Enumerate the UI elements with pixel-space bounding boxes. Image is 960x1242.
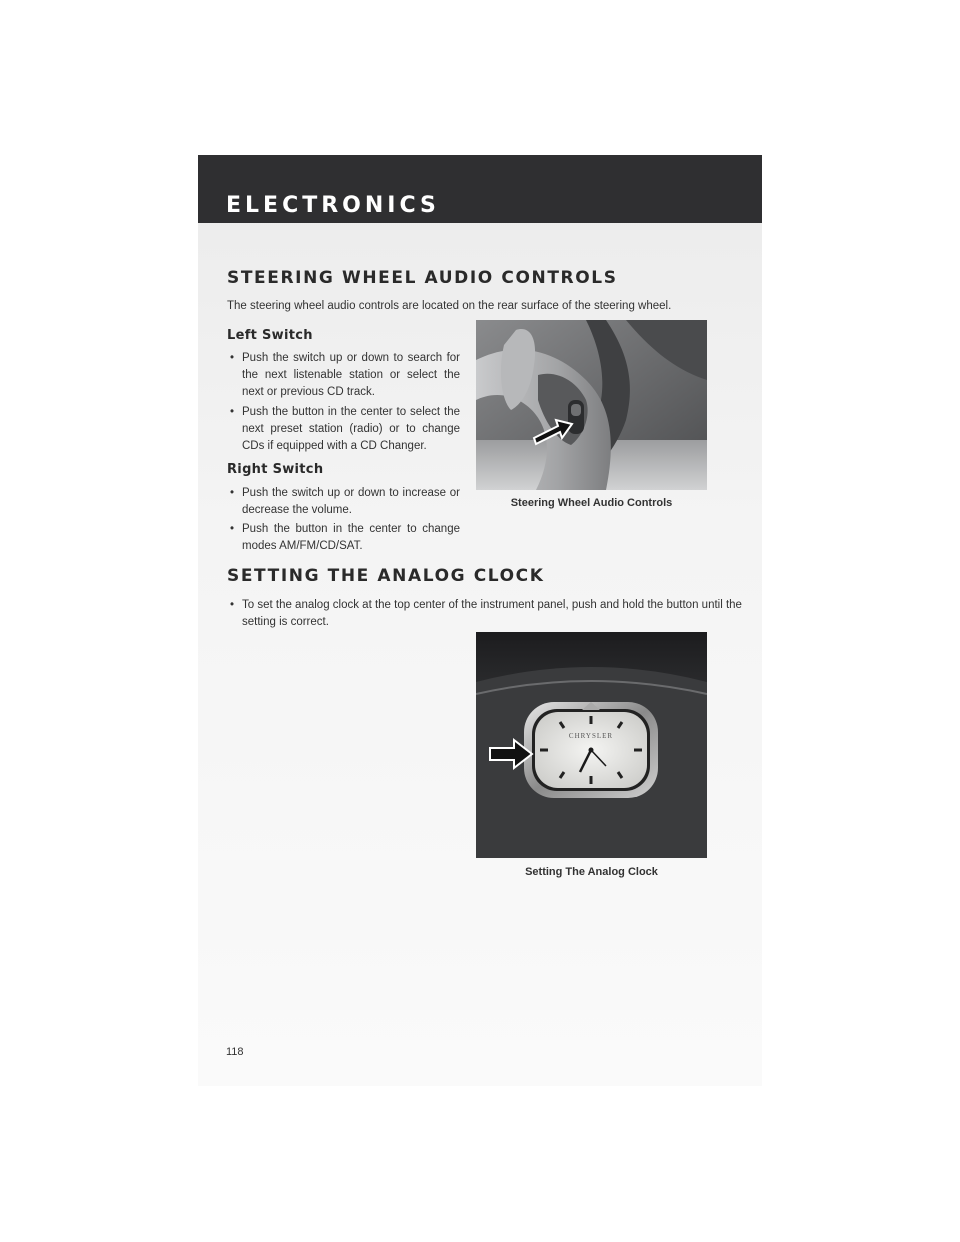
analog-clock-photo: [476, 632, 707, 858]
steering-wheel-audio-controls-heading: STEERING WHEEL AUDIO CONTROLS: [227, 268, 618, 288]
section-header-bar: [198, 155, 762, 223]
page-number: 118: [226, 1046, 244, 1058]
manual-page: [198, 155, 762, 1086]
right-switch-heading: Right Switch: [227, 462, 324, 477]
right-switch-bullet-1: • Push the switch up or down to increase or decrease the volume.: [228, 485, 460, 519]
steering-wheel-caption: Steering Wheel Audio Controls: [510, 497, 673, 509]
clock-bullet-1: • To set the analog clock at the top center of the instrument panel, push and hold the button until the setting is correct.: [228, 597, 748, 631]
section-header-title: ELECTRONICS: [226, 193, 440, 218]
right-switch-bullet-2: • Push the button in the center to change modes AM/FM/CD/SAT.: [228, 521, 460, 555]
analog-clock-illustration: [476, 632, 707, 858]
steering-wheel-photo: [476, 320, 707, 490]
analog-clock-caption: Setting The Analog Clock: [525, 866, 658, 878]
setting-analog-clock-heading: SETTING THE ANALOG CLOCK: [227, 566, 545, 586]
steering-wheel-illustration: [476, 320, 707, 490]
left-switch-bullet-2: • Push the button in the center to select the next preset station (radio) or to change CDs if equipped with a CD Changer.: [228, 404, 460, 455]
steering-wheel-intro-text: The steering wheel audio controls are located on the rear surface of the steering wheel.: [227, 300, 672, 312]
left-switch-heading: Left Switch: [227, 328, 313, 343]
clock-brand-text: CHRYSLER: [568, 732, 614, 740]
left-switch-bullet-1: • Push the switch up or down to search for the next listenable station or select the next or previous CD track.: [228, 350, 460, 401]
